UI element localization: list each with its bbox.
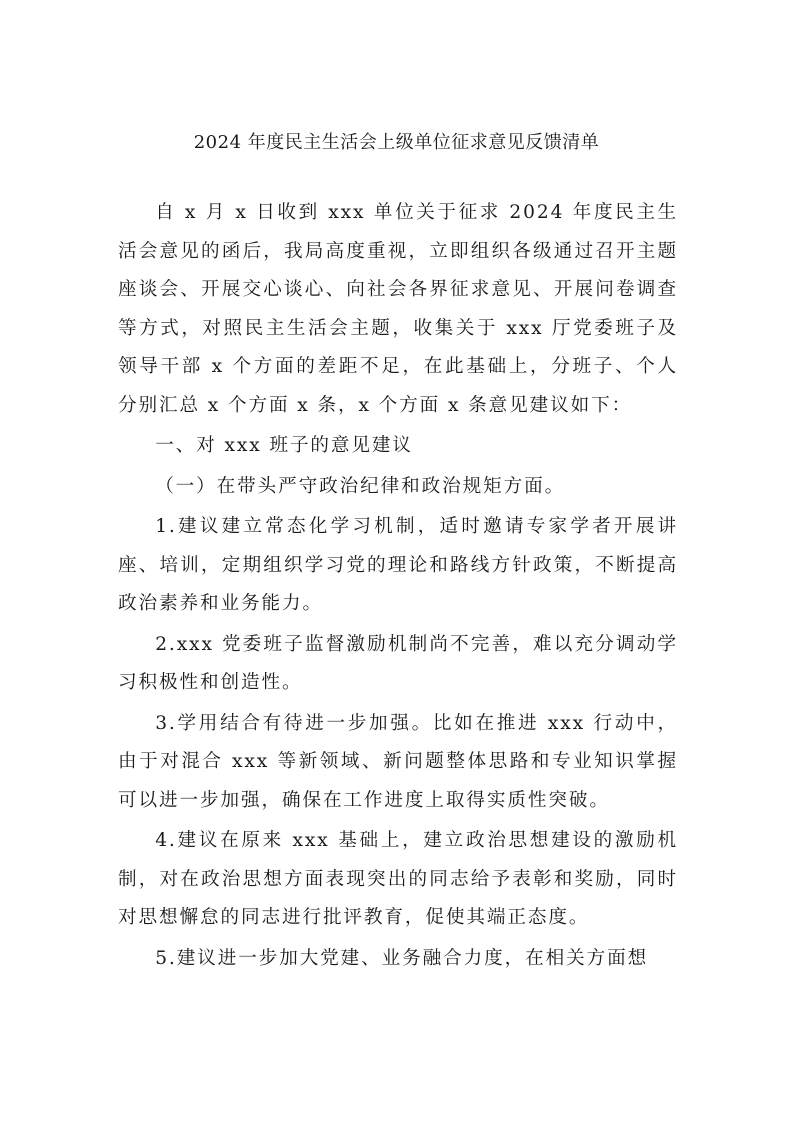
list-item-3: 3.学用结合有待进一步加强。比如在推进 xxx 行动中，由于对混合 xxx 等新领域、新问题整体思路和专业知识掌握可以进一步加强，确保在工作进度上取得实质性突破。 xyxy=(118,712,678,811)
list-item-5: 5.建议进一步加大党建、业务融合力度，在相关方面想 xyxy=(155,947,649,969)
document-body xyxy=(118,194,678,978)
list-item-4: 4.建议在原来 xxx 基础上，建立政治思想建设的激励机制，对在政治思想方面表现突出的同志给予表彰和奖励，同时对思想懈怠的同志进行批评教育，促使其端正态度。 xyxy=(118,830,678,928)
intro-paragraph: 自 x 月 x 日收到 xxx 单位关于征求 2024 年度民主生活会意见的函后，我局高度重视，立即组织各级通过召开主题座谈会、开展交心谈心、向社会各界征求意见、开展问卷调查等方式，对照民主生活会主题，收集关于 xxx 厅党委班子及领导干部 x 个方面的差距不足，在此基础上，分班子、个人分别汇总 x 个方面 x 条，x 个方面 x 条意见建议如下： xyxy=(118,202,678,416)
section-heading: 一、对 xxx 班子的意见建议 xyxy=(155,435,413,456)
list-item-1: 1.建议建立常态化学习机制，适时邀请专家学者开展讲座、培训，定期组织学习党的理论和路线方针政策，不断提高政治素养和业务能力。 xyxy=(118,516,678,614)
list-item-2: 2.xxx 党委班子监督激励机制尚不完善，难以充分调动学习积极性和创造性。 xyxy=(118,633,678,693)
document-title: 2024 年度民主生活会上级单位征求意见反馈清单 xyxy=(193,132,600,153)
subsection-heading: （一）在带头严守政治纪律和政治规矩方面。 xyxy=(155,475,566,497)
